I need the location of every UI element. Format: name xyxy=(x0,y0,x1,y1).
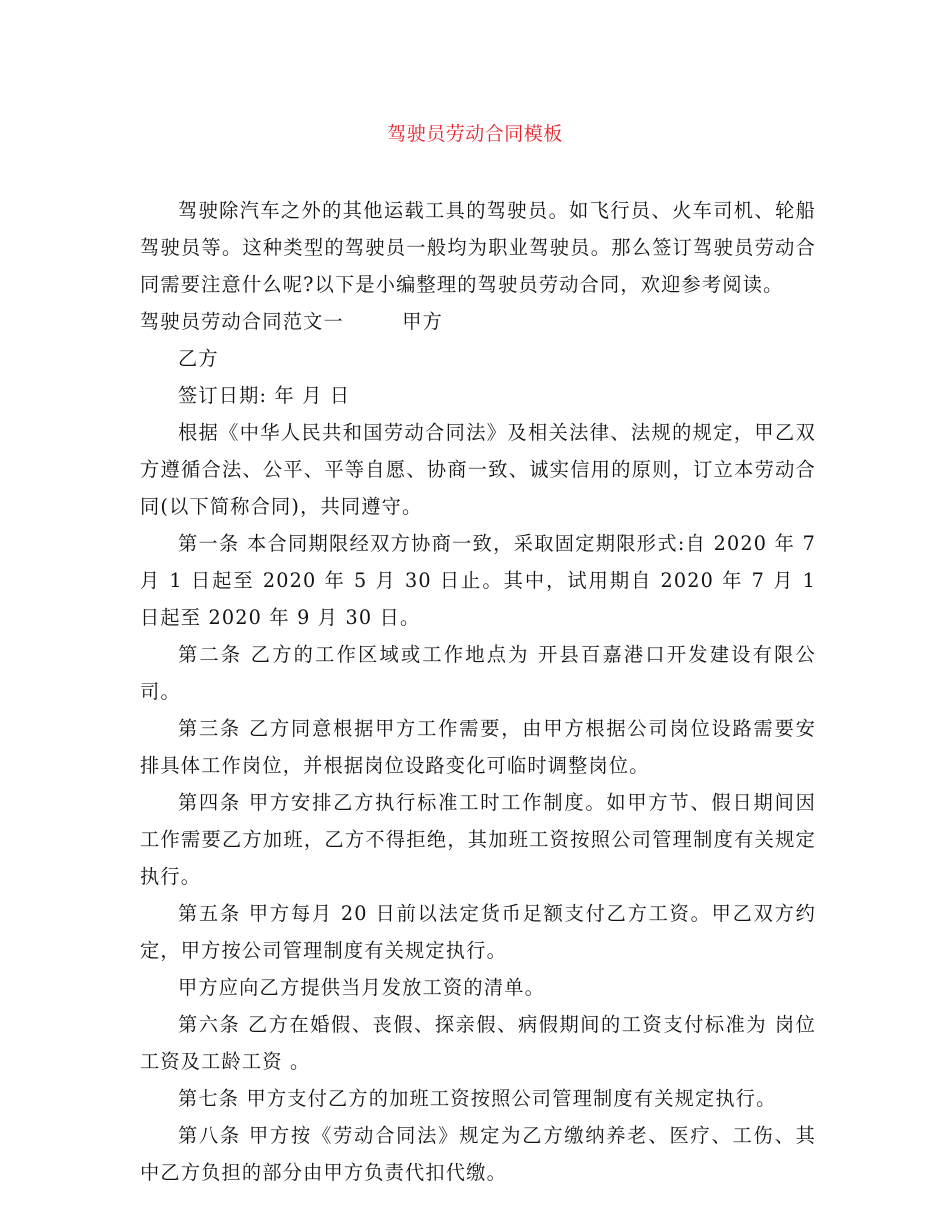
signing-date-line: 签订日期: 年 月 日 xyxy=(178,384,351,407)
article-8: 第八条 甲方按《劳动合同法》规定为乙方缴纳养老、医疗、工伤、其中乙方负担的部分由甲方负责代扣代缴。 xyxy=(140,1124,816,1184)
article-1: 第一条 本合同期限经双方协商一致，采取固定期限形式:自 2020 年 7 月 1 日起至 2020 年 5 月 30 日止。其中，试用期自 2020 年 7 月 1 日起至 2020 年 9 月 30 日。 xyxy=(140,532,824,629)
intro-paragraph: 驾驶除汽车之外的其他运载工具的驾驶员。如飞行员、火车司机、轮船驾驶员等。这种类型的驾驶员一般均为职业驾驶员。那么签订驾驶员劳动合同需要注意什么呢?以下是小编整理的驾驶员劳动合同，欢迎参考阅读。 xyxy=(140,199,816,296)
article-5: 第五条 甲方每月 20 日前以法定货币足额支付乙方工资。甲乙双方约定，甲方按公司管理制度有关规定执行。 xyxy=(140,902,816,962)
article-2: 第二条 乙方的工作区域或工作地点为 开县百嘉港口开发建设有限公司。 xyxy=(140,643,816,703)
legal-basis-paragraph: 根据《中华人民共和国劳动合同法》及相关法律、法规的规定，甲乙双方遵循合法、公平、平等自愿、协商一致、诚实信用的原则，订立本劳动合同(以下简称合同)，共同遵守。 xyxy=(140,421,816,518)
document-title: 驾驶员劳动合同模板 xyxy=(387,123,563,145)
document-body xyxy=(140,192,824,1191)
article-3: 第三条 乙方同意根据甲方工作需要，由甲方根据公司岗位设路需要安排具体工作岗位，并根据岗位设路变化可临时调整岗位。 xyxy=(140,717,816,777)
sample-heading-party-a: 驾驶员劳动合同范文一 甲方 xyxy=(140,310,444,333)
article-6: 第六条 乙方在婚假、丧假、探亲假、病假期间的工资支付标准为 岗位工资及工龄工资 。 xyxy=(140,1013,816,1073)
salary-list-paragraph: 甲方应向乙方提供当月发放工资的清单。 xyxy=(178,976,545,999)
party-b-line: 乙方 xyxy=(178,347,219,370)
article-4: 第四条 甲方安排乙方执行标准工时工作制度。如甲方节、假日期间因工作需要乙方加班，乙方不得拒绝，其加班工资按照公司管理制度有关规定执行。 xyxy=(140,791,816,888)
article-7: 第七条 甲方支付乙方的加班工资按照公司管理制度有关规定执行。 xyxy=(178,1087,777,1110)
